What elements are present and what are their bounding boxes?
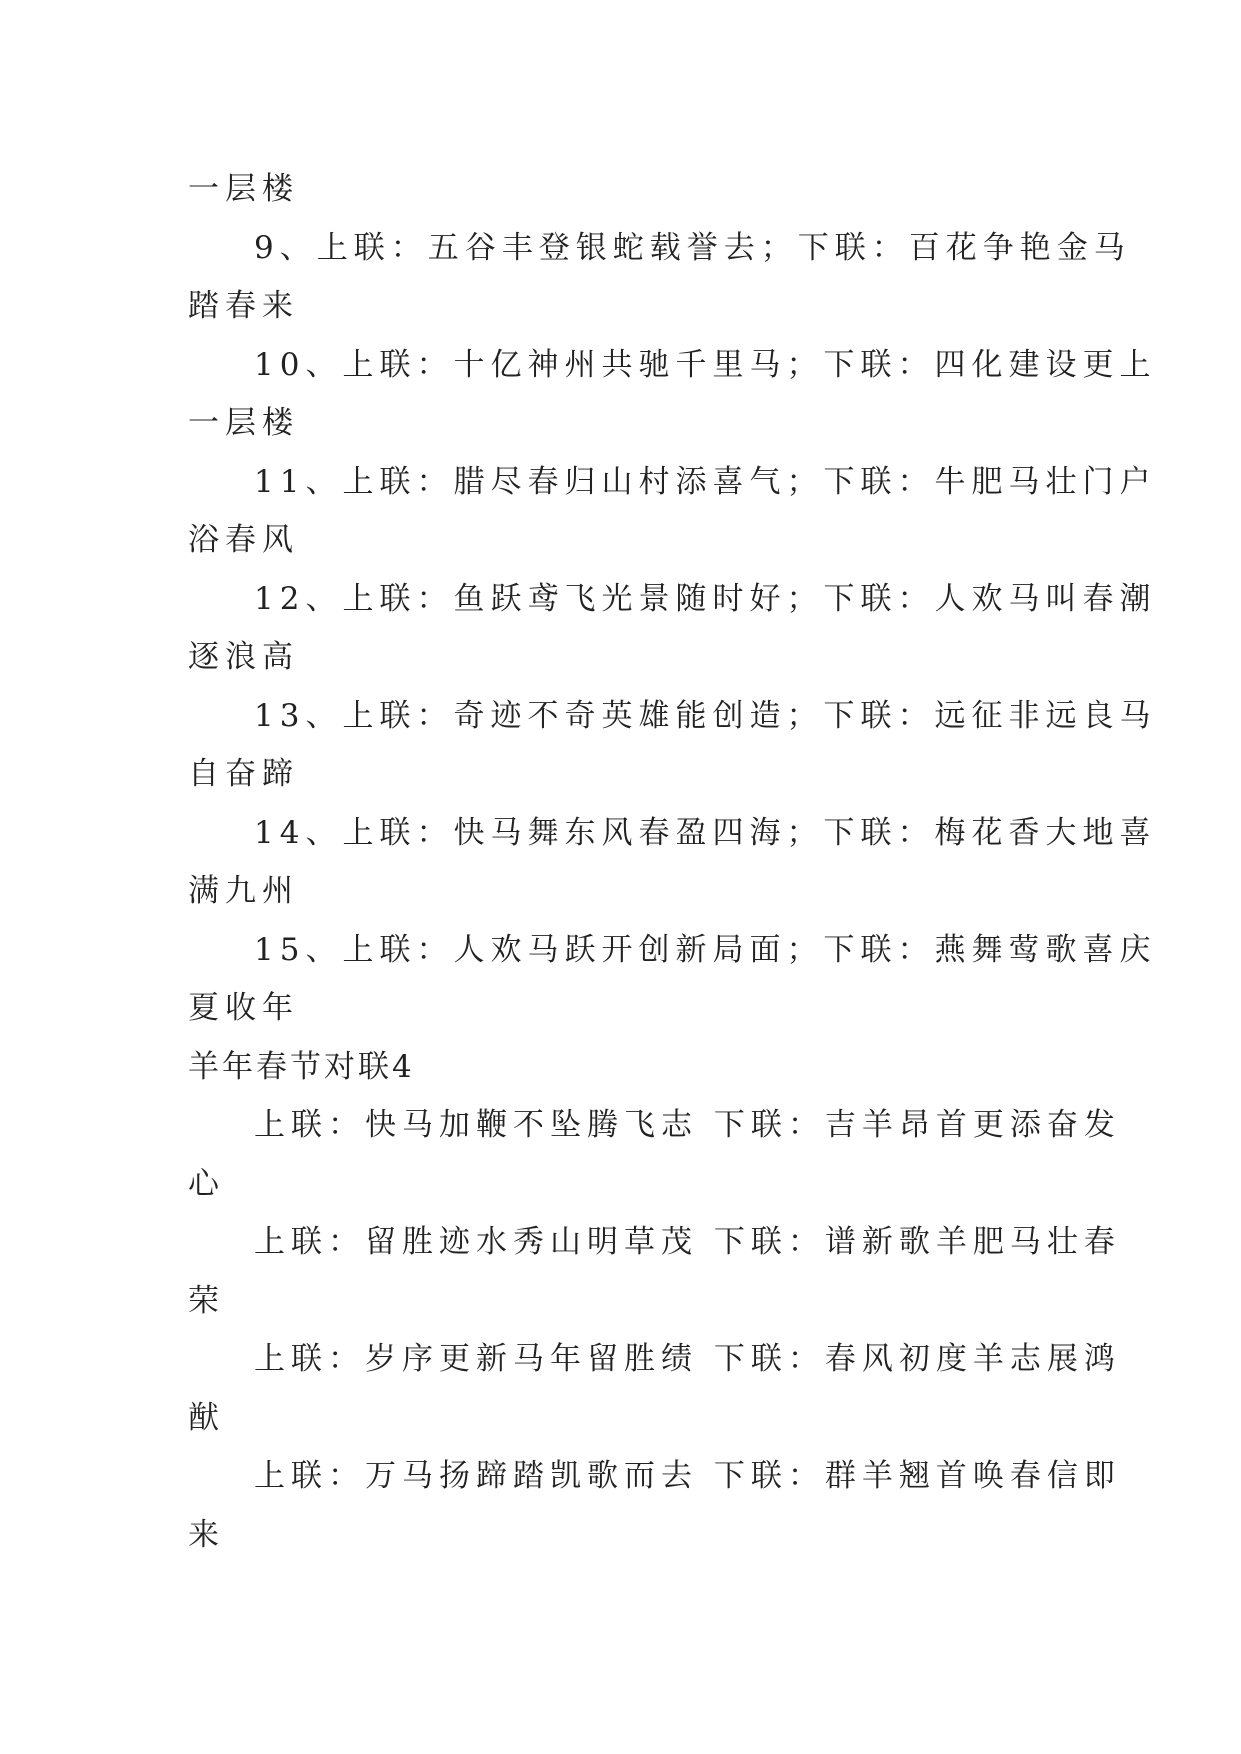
text-line-5: 一层楼 <box>188 405 299 441</box>
text-line-7: 浴春风 <box>188 522 299 558</box>
document-body <box>188 160 1157 1564</box>
couplet-line-13: 13、上联：奇迹不奇英雄能创造；下联：远征非远良马 <box>254 697 1157 734</box>
couplet-line-a: 上联：快马加鞭不坠腾飞志 下联：吉羊昂首更添奋发 <box>254 1107 1121 1143</box>
couplet-line-10: 10、上联：十亿神州共驰千里马；下联：四化建设更上 <box>254 346 1157 383</box>
text-line-9: 逐浪高 <box>188 639 299 675</box>
text-line-22: 猷 <box>188 1399 225 1436</box>
text-line-20: 荣 <box>188 1282 225 1319</box>
couplet-line-b: 上联：留胜迹水秀山明草茂 下联：谱新歌羊肥马壮春 <box>254 1224 1121 1260</box>
couplet-line-14: 14、上联：快马舞东风春盈四海；下联：梅花香大地喜 <box>254 814 1157 851</box>
text-line-24: 来 <box>188 1516 225 1553</box>
text-line-15: 夏收年 <box>188 990 299 1026</box>
text-line-11: 自奋蹄 <box>188 756 299 792</box>
couplet-line-12: 12、上联：鱼跃鸢飞光景随时好；下联：人欢马叫春潮 <box>254 580 1157 617</box>
couplet-line-11: 11、上联：腊尽春归山村添喜气；下联：牛肥马壮门户 <box>254 463 1157 500</box>
text-line-1: 一层楼 <box>188 171 299 207</box>
couplet-line-c: 上联：岁序更新马年留胜绩 下联：春风初度羊志展鸿 <box>254 1341 1121 1377</box>
text-line-3: 踏春来 <box>188 288 299 324</box>
couplet-line-9: 9、上联：五谷丰登银蛇载誉去；下联：百花争艳金马 <box>254 229 1131 266</box>
section-heading: 羊年春节对联4 <box>188 1048 415 1085</box>
text-line-13: 满九州 <box>188 873 299 909</box>
couplet-line-d: 上联：万马扬蹄踏凯歌而去 下联：群羊翘首唤春信即 <box>254 1458 1121 1494</box>
text-line-18: 心 <box>188 1165 225 1202</box>
couplet-line-15: 15、上联：人欢马跃开创新局面；下联：燕舞莺歌喜庆 <box>254 931 1157 968</box>
